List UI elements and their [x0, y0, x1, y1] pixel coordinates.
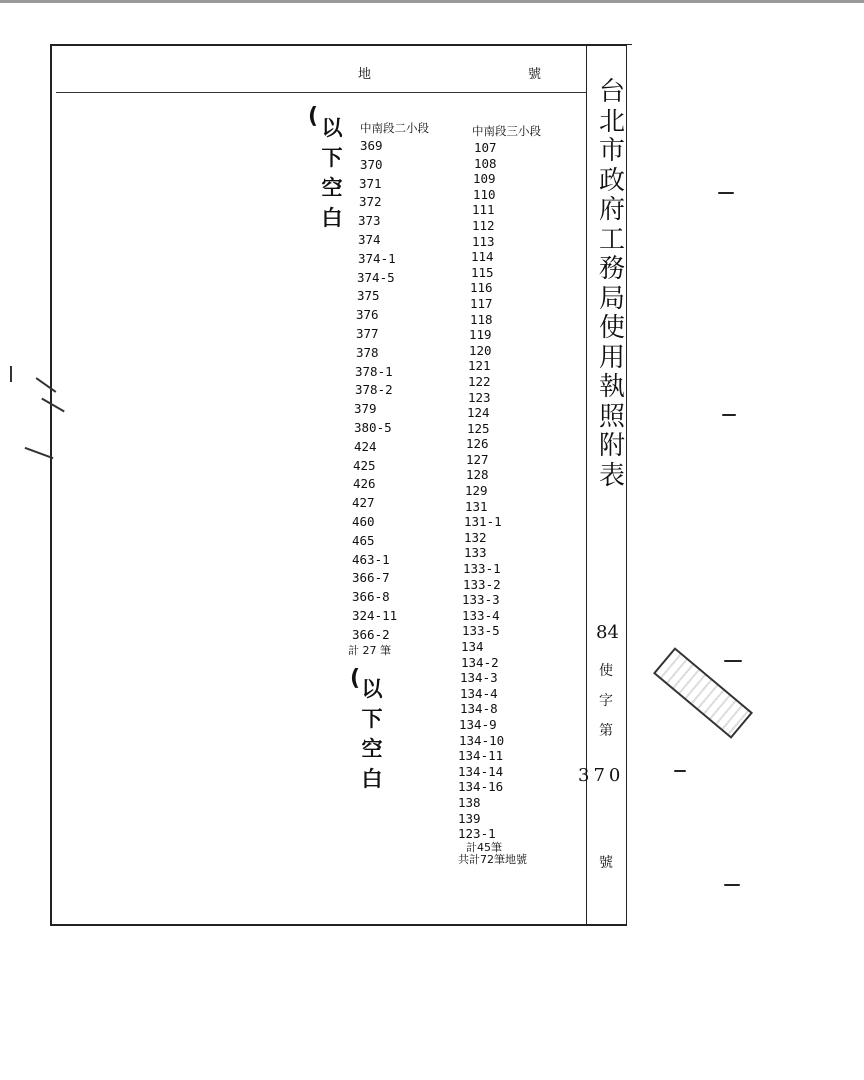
parcel-number: 119	[469, 327, 492, 343]
blank-mark-lower: 以 下 空 白	[361, 677, 383, 791]
parcel-number: 427	[352, 495, 375, 511]
parcel-number: 134-9	[459, 716, 497, 732]
license-char-1: 使	[599, 663, 613, 679]
parcel-number: 133-1	[463, 561, 501, 577]
parcel-number: 425	[353, 457, 376, 473]
license-char-3: 第	[599, 723, 613, 739]
parcel-number: 113	[472, 233, 495, 249]
parcel-number: 460	[352, 513, 375, 529]
parcel-number: 134-16	[458, 779, 504, 795]
parcel-number: 139	[458, 810, 481, 826]
parcel-number: 134-4	[460, 685, 498, 701]
parcel-number: 128	[466, 467, 489, 483]
license-char-2: 字	[599, 693, 613, 709]
parcel-number: 378-2	[355, 382, 393, 398]
column-divider	[586, 44, 587, 926]
parcel-number: 133-2	[463, 576, 501, 592]
parcel-number: 375	[357, 288, 380, 304]
parcel-number: 129	[465, 483, 488, 499]
parcel-number: 122	[468, 373, 491, 389]
scan-edge	[0, 0, 864, 3]
section-a-total: 計 27 筆	[348, 643, 391, 657]
parcel-number: 109	[473, 171, 496, 187]
parcel-number: 123-1	[458, 826, 496, 842]
header-label-right: 號	[528, 67, 542, 82]
parcel-number: 133-4	[462, 607, 500, 623]
parcel-number: 424	[354, 438, 377, 454]
scan-mark	[718, 192, 734, 194]
parcel-number: 378	[356, 344, 379, 360]
parcel-number: 114	[471, 249, 494, 265]
parcel-number: 374	[358, 231, 381, 247]
parcel-number: 133-3	[462, 592, 500, 608]
parcel-number: 123	[468, 389, 491, 405]
parcel-number: 112	[472, 217, 495, 233]
parcel-number: 131-1	[464, 514, 502, 530]
parcel-number: 366-8	[352, 589, 390, 605]
license-suffix: 號	[599, 855, 613, 871]
parcel-number: 463-1	[352, 551, 390, 567]
parcel-number: 134-2	[461, 654, 499, 670]
parcel-number: 366-7	[352, 570, 390, 586]
parcel-number: 116	[470, 280, 493, 296]
parcel-number: 107	[474, 140, 497, 155]
parcel-number: 121	[468, 358, 491, 374]
bracket-mark: (	[350, 666, 361, 691]
parcel-number: 378-1	[355, 363, 393, 379]
parcel-number: 126	[466, 436, 489, 452]
parcel-number: 117	[470, 295, 493, 311]
section-a-column	[348, 120, 429, 657]
blank-mark-upper: 以 下 空 白	[321, 116, 343, 230]
parcel-number: 138	[458, 794, 481, 810]
parcel-number: 125	[467, 420, 490, 436]
parcel-number: 134-14	[458, 763, 504, 779]
scan-mark	[722, 414, 736, 416]
parcel-number: 110	[473, 186, 496, 202]
parcel-number: 465	[352, 532, 375, 548]
section-b-heading: 中南段三小段	[472, 124, 541, 138]
scan-mark	[674, 770, 686, 772]
parcel-number: 374-1	[358, 250, 396, 266]
scan-speck	[10, 366, 12, 382]
parcel-number: 377	[356, 325, 379, 341]
scan-mark	[724, 884, 740, 886]
parcel-number: 372	[359, 194, 382, 210]
parcel-number: 134	[461, 639, 484, 654]
license-year: 84	[596, 622, 619, 643]
parcel-number: 108	[474, 155, 497, 171]
parcel-number: 111	[472, 202, 495, 218]
parcel-number: 131	[465, 498, 488, 514]
parcel-number: 426	[353, 476, 376, 492]
section-a-heading: 中南段二小段	[360, 121, 429, 135]
scan-mark	[724, 660, 742, 662]
header-label-left: 地	[358, 67, 372, 82]
parcel-number: 374-5	[357, 269, 395, 285]
parcel-number: 124	[467, 405, 490, 421]
parcel-number: 369	[360, 138, 383, 153]
parcel-number: 366-2	[352, 626, 390, 642]
parcel-number: 134-8	[460, 701, 498, 717]
parcel-number: 134-3	[460, 670, 498, 686]
parcel-number: 134-11	[458, 748, 504, 764]
parcel-number: 132	[464, 529, 487, 545]
section-b-column	[458, 123, 541, 866]
parcel-number: 324-11	[352, 607, 398, 623]
bracket-mark: (	[308, 104, 319, 129]
parcel-number: 134-10	[459, 732, 505, 748]
parcel-number: 133-5	[462, 623, 500, 639]
parcel-number: 120	[469, 342, 492, 358]
parcel-number: 118	[470, 311, 493, 327]
header-divider	[56, 92, 586, 93]
parcel-number: 133	[464, 545, 487, 561]
parcel-number: 373	[358, 213, 381, 229]
side-title: 台 北 市 政 府 工 務 局 使 用 執 照 附 表	[598, 77, 625, 491]
parcel-number: 379	[354, 401, 377, 417]
parcel-number: 380-5	[354, 419, 392, 435]
license-number: 370	[578, 765, 625, 786]
section-b-total: 計45筆	[466, 840, 502, 854]
parcel-number: 371	[359, 175, 382, 191]
section-b-grand-total: 共計72筆地號	[458, 852, 527, 866]
parcel-number: 376	[356, 307, 379, 323]
parcel-number: 127	[466, 451, 489, 467]
parcel-number: 115	[471, 264, 494, 280]
parcel-number: 370	[360, 156, 383, 172]
